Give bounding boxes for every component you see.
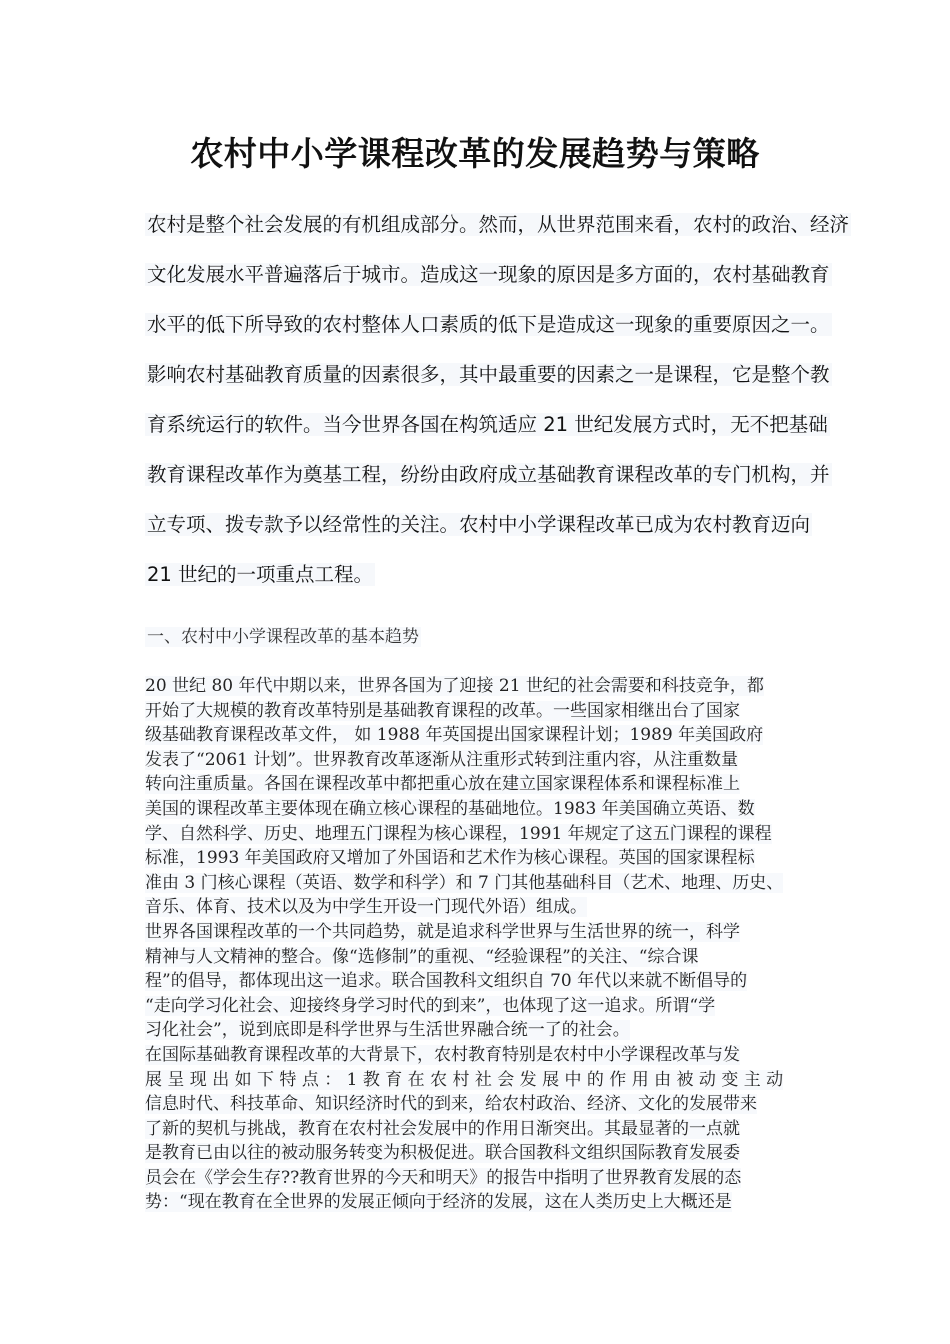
- body-line: 了新的契机与挑战，教育在农村社会发展中的作用日渐突出。其最显著的一点就: [145, 1118, 740, 1139]
- body-line: 美国的课程改革主要体现在确立核心课程的基础地位。1983 年美国确立英语、数: [145, 798, 755, 819]
- intro-line: 农村是整个社会发展的有机组成部分。然而，从世界范围来看，农村的政治、经济: [147, 213, 850, 236]
- body-line: 习化社会”，说到底即是科学世界与生活世界融合统一了的社会。: [145, 1020, 630, 1041]
- body-line: “走向学习化社会、迎接终身学习时代的到来”，也体现了这一追求。所谓“学: [145, 995, 716, 1016]
- body-line: 势：“现在教育在全世界的发展正倾向于经济的发展，这在人类历史上大概还是: [145, 1192, 732, 1213]
- body-line: 级基础教育课程改革文件， 如 1988 年英国提出国家课程计划；1989 年美国政府: [145, 725, 764, 746]
- intro-line: 育系统运行的软件。当今世界各国在构筑适应 21 世纪发展方式时，无不把基础: [147, 413, 828, 436]
- body-line: 信息时代、科技革命、知识经济时代的到来，给农村政治、经济、文化的发展带来: [145, 1094, 757, 1115]
- body-line: 是教育已由以往的被动服务转变为积极促进。联合国教科文组织国际教育发展委: [145, 1143, 740, 1164]
- intro-line: 21 世纪的一项重点工程。: [147, 563, 374, 586]
- intro-line: 立专项、拨专款予以经常性的关注。农村中小学课程改革已成为农村教育迈向: [147, 513, 811, 536]
- body-line: 音乐、体育、技术以及为中学生开设一门现代外语）组成。: [145, 897, 587, 918]
- intro-line: 水平的低下所导致的农村整体人口素质的低下是造成这一现象的重要原因之一。: [147, 313, 830, 336]
- body-line: 员会在《学会生存??教育世界的今天和明天》的报告中指明了世界教育发展的态: [145, 1167, 742, 1188]
- body-line: 展 呈 现 出 如 下 特 点 ： 1 教 育 在 农 村 社 会 发 展 中 的 作 用 由 被 动 变 主 动: [145, 1069, 784, 1090]
- intro-paragraph: [145, 205, 850, 605]
- body-line: 学、自然科学、历史、地理五门课程为核心课程，1991 年规定了这五门课程的课程: [145, 823, 772, 844]
- body-line: 精神与人文精神的整合。像“选修制”的重视、“经验课程”的关注、“综合课: [145, 946, 699, 967]
- body-line: 程”的倡导，都体现出这一追求。联合国教科文组织自 70 年代以来就不断倡导的: [145, 971, 748, 992]
- body-line: 20 世纪 80 年代中期以来，世界各国为了迎接 21 世纪的社会需要和科技竞争，都: [145, 676, 764, 696]
- body-line: 在国际基础教育课程改革的大背景下，农村教育特别是农村中小学课程改革与发: [145, 1044, 740, 1065]
- intro-line: 影响农村基础教育质量的因素很多，其中最重要的因素之一是课程，它是整个教: [147, 363, 830, 386]
- body-line: 开始了大规模的教育改革特别是基础教育课程的改革。一些国家相继出台了国家: [145, 700, 740, 721]
- body-line: 准由 3 门核心课程（英语、数学和科学）和 7 门其他基础科目（艺术、地理、历史、: [145, 872, 784, 893]
- section-heading: 一、农村中小学课程改革的基本趋势: [147, 627, 419, 647]
- body-text: [145, 674, 810, 1215]
- body-line: 转向注重质量。各国在课程改革中都把重心放在建立国家课程体系和课程标准上: [145, 774, 740, 795]
- document-title: 农村中小学课程改革的发展趋势与策略: [190, 134, 760, 173]
- intro-line: 教育课程改革作为奠基工程，纷纷由政府成立基础教育课程改革的专门机构，并: [147, 463, 830, 486]
- body-line: 世界各国课程改革的一个共同趋势，就是追求科学世界与生活世界的统一，科学: [145, 921, 740, 942]
- body-line: 标准，1993 年美国政府又增加了外国语和艺术作为核心课程。英国的国家课程标: [145, 848, 755, 869]
- intro-line: 文化发展水平普遍落后于城市。造成这一现象的原因是多方面的，农村基础教育: [147, 263, 830, 286]
- body-line: 发表了“2061 计划”。世界教育改革逐渐从注重形式转到注重内容，从注重数量: [145, 749, 739, 770]
